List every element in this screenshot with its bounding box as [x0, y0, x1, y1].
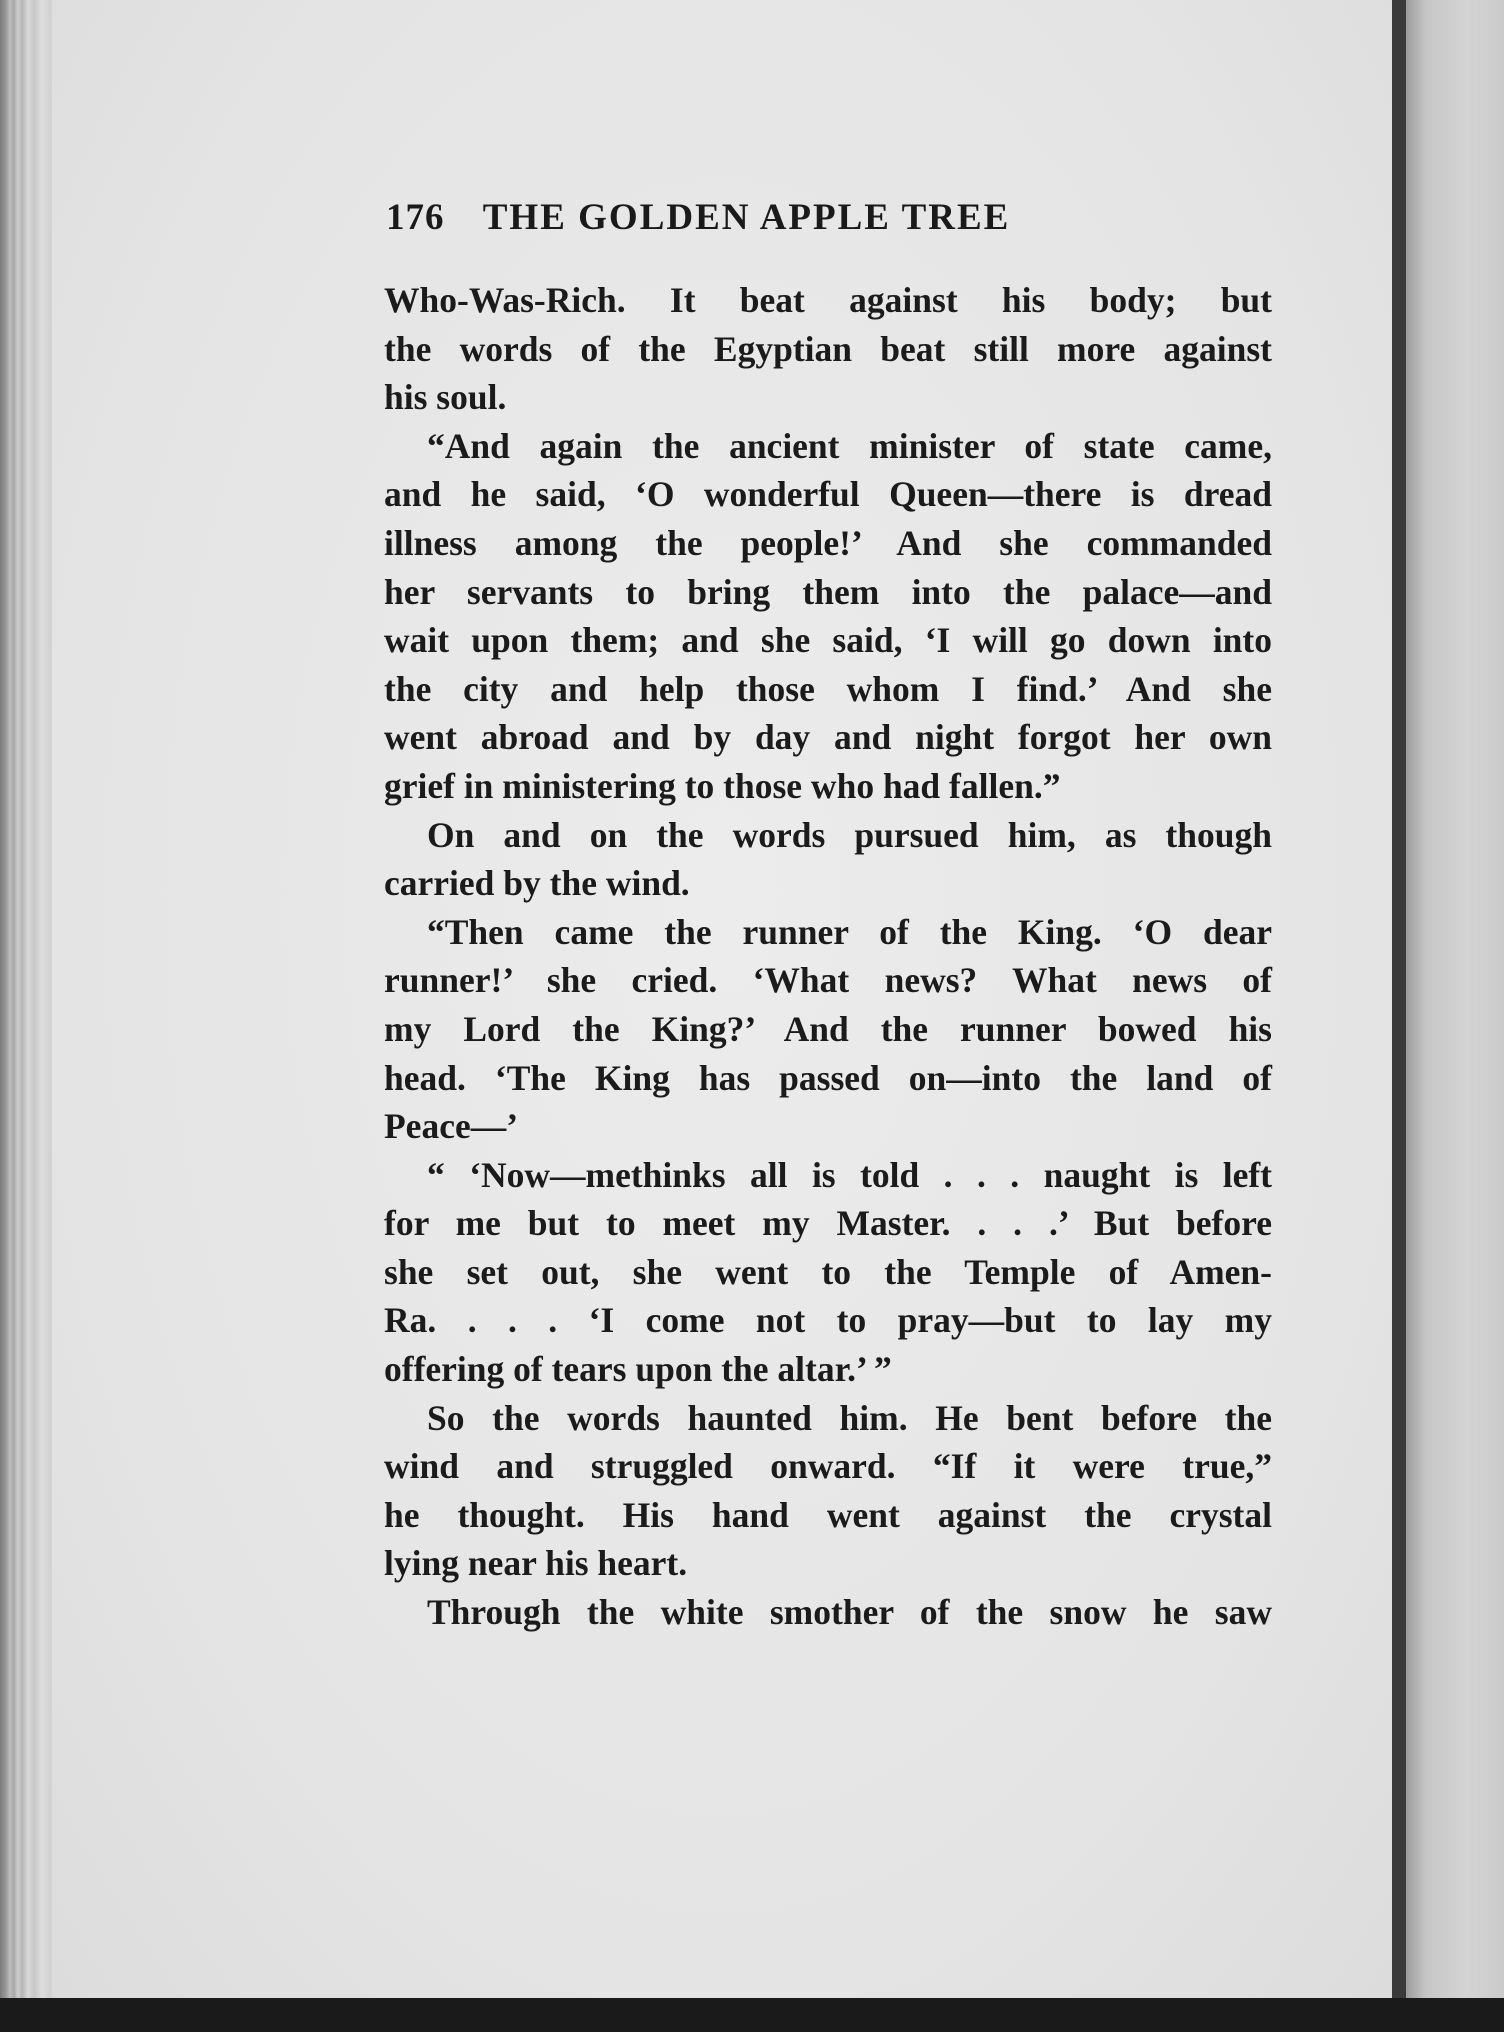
text-line: for me but to meet my Master. . . .’ But before [384, 1203, 1272, 1244]
running-header [386, 196, 1276, 248]
text-line: “And again the ancient minister of state came, [427, 425, 1272, 466]
body-text [384, 276, 1272, 1637]
text-line: “Then came the runner of the King. ‘O dear [427, 911, 1272, 952]
text-line: her servants to bring them into the palace—and [384, 571, 1272, 612]
text-line: “ ‘Now—methinks all is told . . . naught is left [427, 1154, 1272, 1195]
text-line: On and on the words pursued him, as though [427, 814, 1272, 855]
text-line: wind and struggled onward. “If it were true,” [384, 1446, 1272, 1487]
text-line: grief in ministering to those who had fallen.” [384, 765, 1061, 806]
text-line: runner!’ she cried. ‘What news? What news of [384, 960, 1272, 1001]
running-title: THE GOLDEN APPLE TREE [482, 197, 1011, 238]
text-line: Ra. . . . ‘I come not to pray—but to lay my [384, 1300, 1272, 1341]
text-line: he thought. His hand went against the crystal [384, 1494, 1272, 1535]
text-line: Peace—’ [384, 1106, 519, 1147]
text-line: lying near his heart. [384, 1543, 688, 1584]
text-line: offering of tears upon the altar.’ ” [384, 1349, 892, 1390]
text-line: carried by the wind. [384, 863, 690, 904]
text-line: the city and help those whom I find.’ And she [384, 668, 1272, 709]
stacked-page-edges [0, 0, 60, 2032]
text-line: head. ‘The King has passed on—into the land of [384, 1057, 1272, 1098]
text-line: Who-Was-Rich. It beat against his body; but [384, 280, 1272, 320]
text-line: the words of the Egyptian beat still more against [384, 328, 1272, 369]
text-line: wait upon them; and she said, ‘I will go down into [384, 620, 1272, 661]
text-line: she set out, she went to the Temple of Amen- [384, 1251, 1272, 1292]
text-line: went abroad and by day and night forgot her own [384, 717, 1272, 758]
facing-page-edge [1406, 0, 1504, 1998]
bottom-shadow [0, 1998, 1504, 2032]
page-number: 176 [386, 197, 445, 238]
book-binding [1392, 0, 1406, 1998]
text-line: and he said, ‘O wonderful Queen—there is dread [384, 474, 1272, 515]
text-line: illness among the people!’ And she commanded [384, 522, 1272, 563]
text-line: So the words haunted him. He bent before the [427, 1397, 1272, 1438]
text-line: my Lord the King?’ And the runner bowed his [384, 1008, 1272, 1049]
text-line: his soul. [384, 377, 507, 418]
text-line: Through the white smother of the snow he saw [427, 1592, 1272, 1633]
